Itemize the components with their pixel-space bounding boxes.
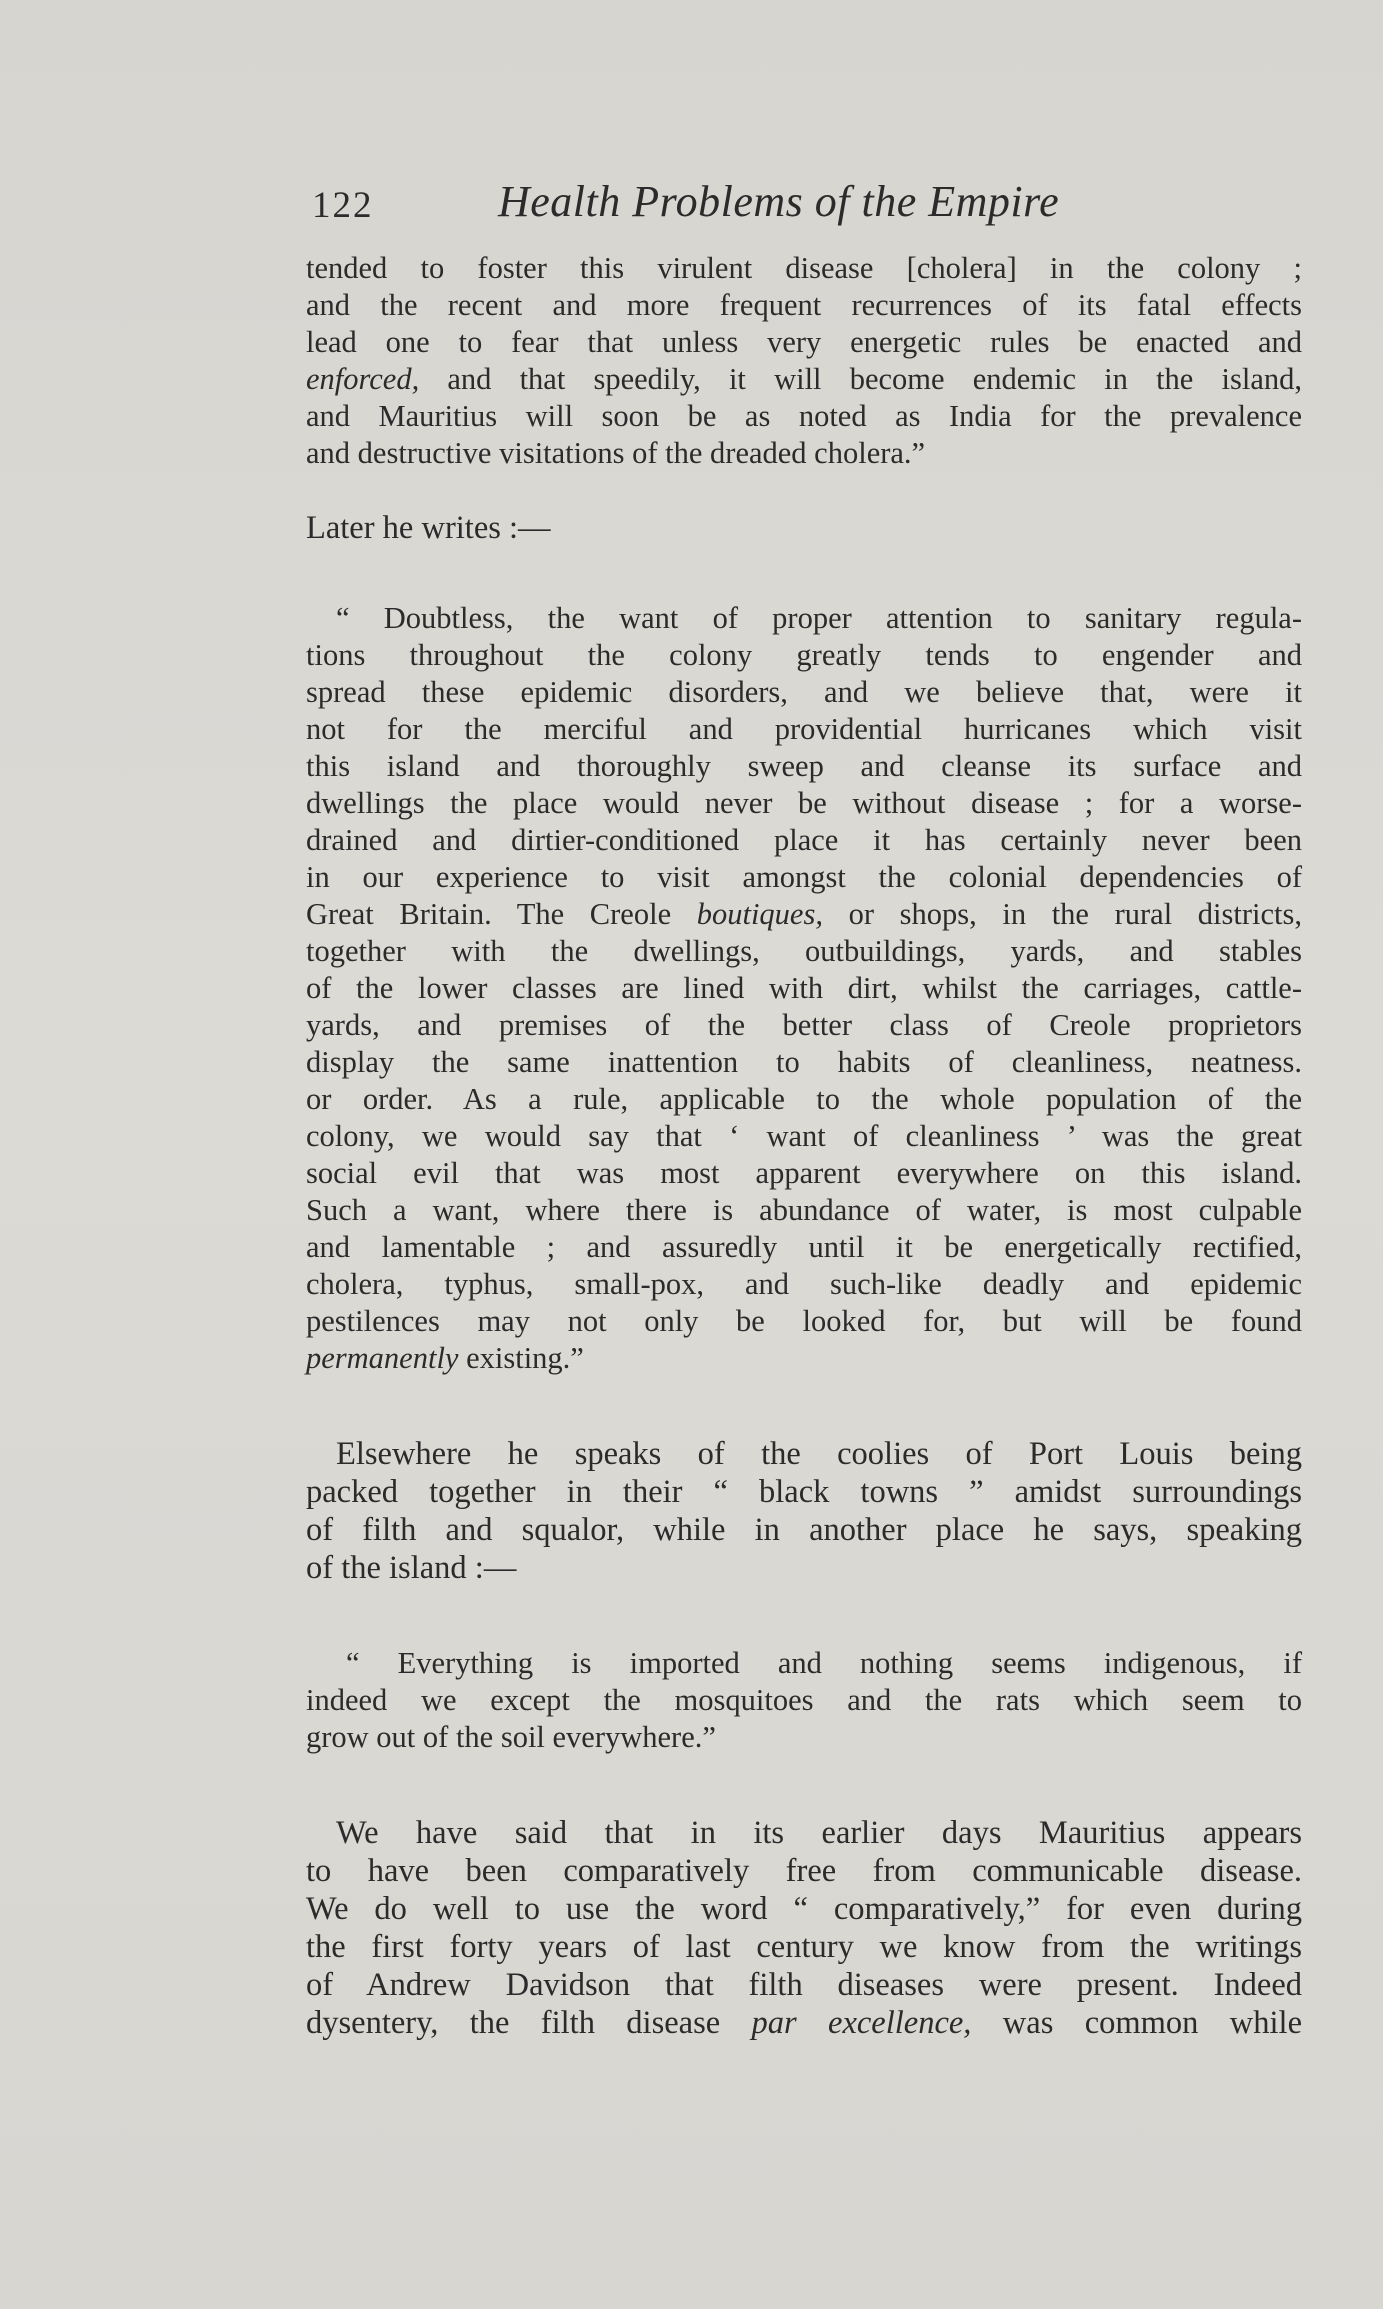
text-line: of Andrew Davidson that filth diseases were present. Indeed — [306, 1967, 1302, 2003]
text-line: Elsewhere he speaks of the coolies of Port Louis being — [336, 1436, 1302, 1472]
quote-everything-imported — [306, 1645, 1302, 1756]
text-line: to have been comparatively free from communicable disease. — [306, 1853, 1302, 1889]
text-line: pestilences may not only be looked for, but will be found — [306, 1304, 1302, 1338]
paragraph-elsewhere — [306, 1435, 1302, 1587]
text-line: this island and thoroughly sweep and cleanse its surface and — [306, 749, 1302, 783]
text-line: in our experience to visit amongst the colonial dependencies of — [306, 860, 1302, 894]
text-line: and destructive visitations of the dreaded cholera.” — [306, 436, 926, 470]
text-line: and the recent and more frequent recurrences of its fatal effects — [306, 288, 1302, 322]
text-line: packed together in their “ black towns ” amidst surroundings — [306, 1474, 1302, 1510]
text-line: spread these epidemic disorders, and we believe that, were it — [306, 675, 1302, 709]
text-line: or order. As a rule, applicable to the whole population of the — [306, 1082, 1302, 1116]
text-line: “ Doubtless, the want of proper attention to sanitary regula- — [336, 601, 1302, 635]
text-line: not for the merciful and providential hurricanes which visit — [306, 712, 1302, 746]
text-line: We have said that in its earlier days Mauritius appears — [336, 1815, 1302, 1851]
text-line: social evil that was most apparent everywhere on this island. — [306, 1156, 1302, 1190]
text-line: We do well to use the word “ comparatively,” for even during — [306, 1891, 1302, 1927]
later-he-writes: Later he writes :— — [306, 510, 551, 546]
text-line: “ Everything is imported and nothing seems indigenous, if — [346, 1646, 1302, 1680]
text-line: colony, we would say that ‘ want of cleanliness ’ was the great — [306, 1119, 1302, 1153]
text-line: of filth and squalor, while in another place he says, speaking — [306, 1512, 1302, 1548]
text-line: dysentery, the filth disease par excellence, was common while — [306, 2005, 1302, 2041]
text-line: of the island :— — [306, 1550, 517, 1586]
text-line: and Mauritius will soon be as noted as India for the prevalence — [306, 399, 1302, 433]
text-line: dwellings the place would never be without disease ; for a worse- — [306, 786, 1302, 820]
italic-word: enforced, — [306, 362, 420, 396]
paragraph-we-have-said — [306, 1814, 1302, 2042]
page-body — [306, 250, 1302, 2042]
text-line: together with the dwellings, outbuildings, yards, and stables — [306, 934, 1302, 968]
page-header — [312, 176, 1302, 240]
italic-phrase: par excellence, — [751, 2005, 972, 2041]
text-line: cholera, typhus, small-pox, and such-like deadly and epidemic — [306, 1267, 1302, 1301]
text-line: lead one to fear that unless very energetic rules be enacted and — [306, 325, 1302, 359]
text-line: permanently existing.” — [306, 1341, 584, 1375]
text-line: grow out of the soil everywhere.” — [306, 1720, 716, 1754]
text-line: the first forty years of last century we know from the writings — [306, 1929, 1302, 1965]
text-line: drained and dirtier-conditioned place it has certainly never been — [306, 823, 1302, 857]
text-line: of the lower classes are lined with dirt, whilst the carriages, cattle- — [306, 971, 1302, 1005]
text-line: Such a want, where there is abundance of water, is most culpable — [306, 1193, 1302, 1227]
text-line: enforced, and that speedily, it will become endemic in the island, — [306, 362, 1302, 396]
text-line: Great Britain. The Creole boutiques, or shops, in the rural districts, — [306, 897, 1302, 931]
text-line: indeed we except the mosquitoes and the rats which seem to — [306, 1683, 1302, 1717]
italic-word: permanently — [306, 1341, 459, 1375]
quote-doubtless — [306, 600, 1302, 1377]
italic-word: boutiques, — [696, 897, 823, 931]
passage-continued — [306, 250, 1302, 472]
text-line: display the same inattention to habits of cleanliness, neatness. — [306, 1045, 1302, 1079]
text-line: yards, and premises of the better class of Creole proprietors — [306, 1008, 1302, 1042]
text-line: and lamentable ; and assuredly until it be energetically rectified, — [306, 1230, 1302, 1264]
page-number: 122 — [312, 185, 374, 226]
text-line: tended to foster this virulent disease [cholera] in the colony ; — [306, 251, 1302, 285]
running-head: Health Problems of the Empire — [498, 177, 1060, 226]
text-line: tions throughout the colony greatly tends to engender and — [306, 638, 1302, 672]
